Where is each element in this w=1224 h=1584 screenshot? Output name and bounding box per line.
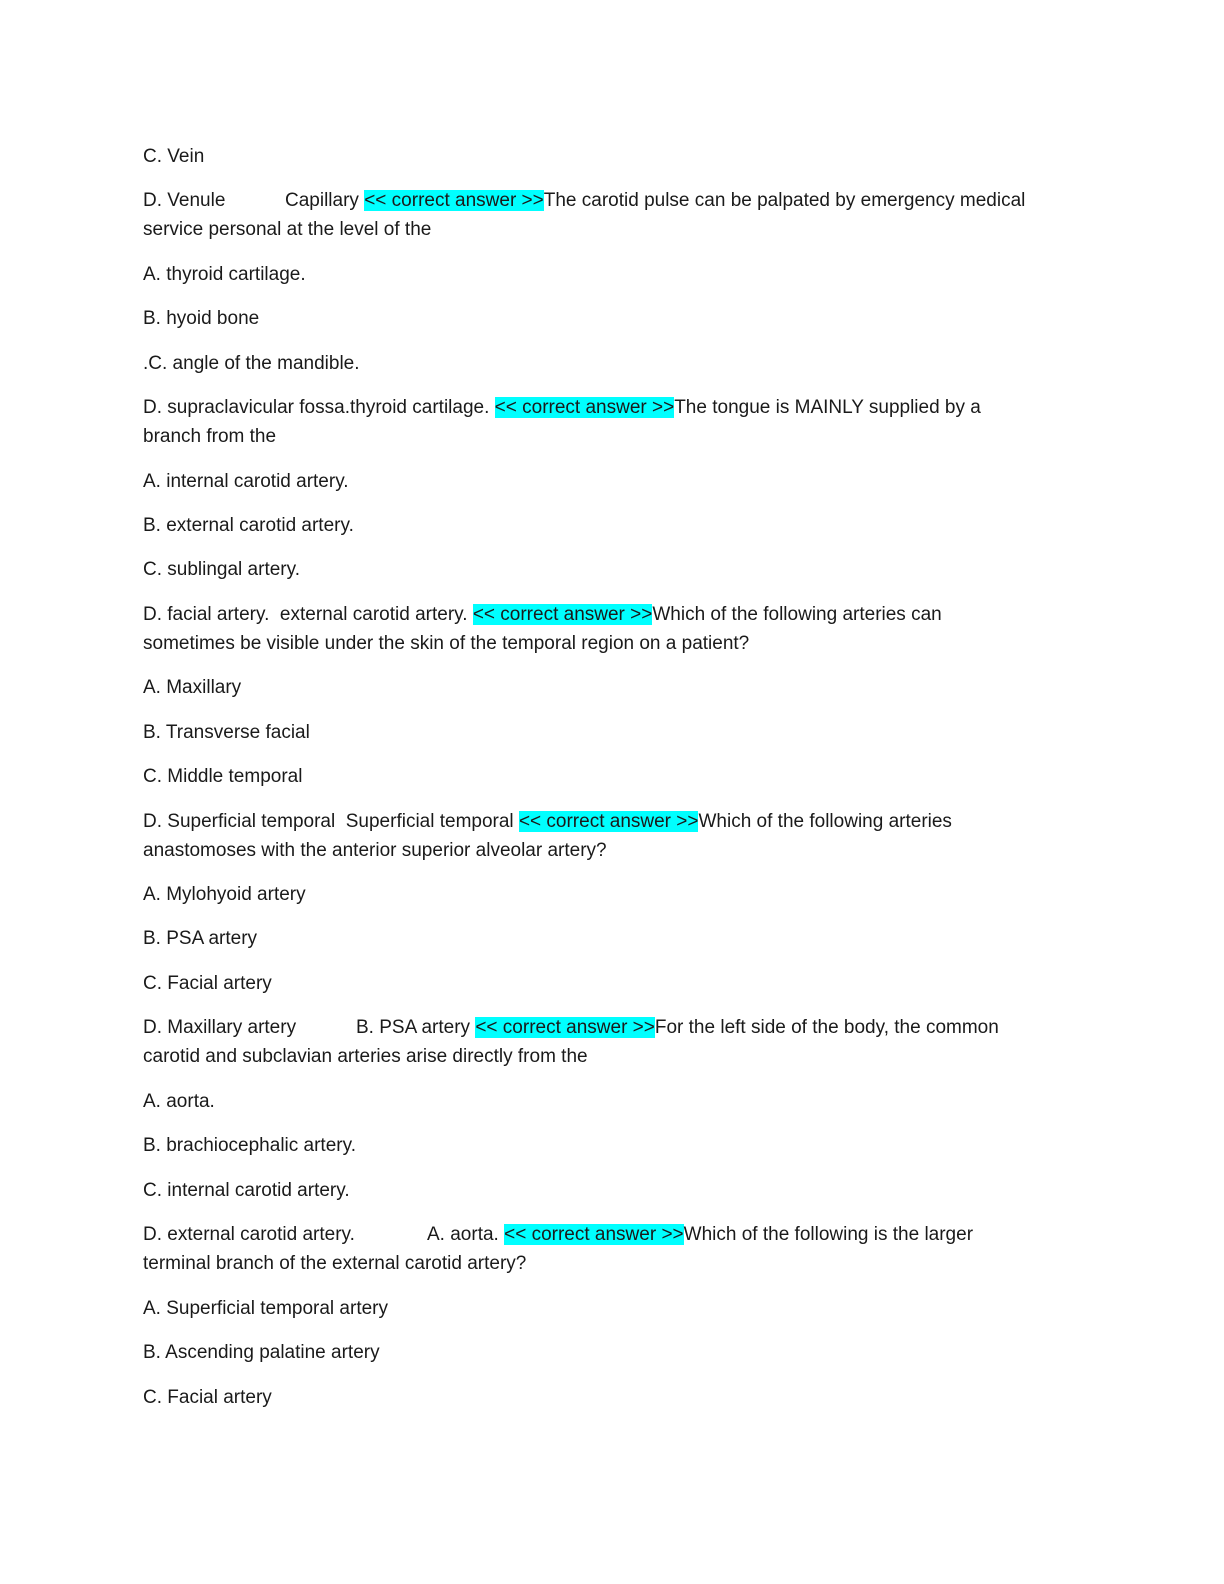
option-line [143, 468, 349, 496]
question-line [143, 216, 431, 244]
question-text: sometimes be visible under the skin of the temporal region on a patient? [143, 633, 750, 654]
question-text: Which of the following arteries [698, 811, 952, 832]
answer-text: A. aorta. [427, 1224, 505, 1245]
option-line [143, 512, 354, 540]
option-line [143, 1177, 350, 1205]
correct-answer-marker: << correct answer >> [494, 397, 675, 418]
question-text: branch from the [143, 426, 277, 447]
answer-line [143, 601, 942, 629]
option-text: A. Mylohyoid artery [143, 884, 306, 905]
option-line [143, 143, 204, 171]
option-text: C. Facial artery [143, 1387, 272, 1408]
question-text: anastomoses with the anterior superior alveolar artery? [143, 840, 607, 861]
option-line [143, 674, 241, 702]
correct-answer-marker: << correct answer >> [472, 604, 653, 625]
option-text: C. sublingal artery. [143, 559, 300, 580]
correct-answer-marker: << correct answer >> [518, 811, 699, 832]
option-text: A. Maxillary [143, 677, 242, 698]
option-line [143, 1339, 380, 1367]
option-text: C. Facial artery [143, 973, 272, 994]
option-text: B. brachiocephalic artery. [143, 1135, 356, 1156]
question-text: Which of the following is the larger [683, 1224, 974, 1245]
question-text: terminal branch of the external carotid artery? [143, 1253, 527, 1274]
option-line [143, 556, 300, 584]
question-line [143, 630, 749, 658]
question-line [143, 1250, 526, 1278]
option-text: B. hyoid bone [143, 308, 260, 329]
correct-answer-marker: << correct answer >> [364, 190, 544, 211]
option-text: C. Middle temporal [143, 766, 303, 787]
option-text: B. Transverse facial [143, 722, 310, 743]
option-line [143, 1295, 388, 1323]
answer-text: Capillary [285, 190, 365, 211]
answer-line [143, 187, 1025, 215]
option-text: .C. angle of the mandible. [143, 353, 360, 374]
option-text: A. aorta. [143, 1091, 215, 1112]
option-line [143, 305, 259, 333]
option-line [143, 1132, 356, 1160]
option-text: B. Ascending palatine artery [143, 1342, 380, 1363]
option-text: D. Maxillary artery [143, 1017, 297, 1038]
question-line [143, 423, 276, 451]
answer-line [143, 394, 981, 422]
option-line [143, 719, 310, 747]
option-text: D. Venule [143, 190, 226, 211]
option-line [143, 1384, 272, 1412]
correct-answer-marker: << correct answer >> [475, 1017, 655, 1038]
option-line [143, 925, 257, 953]
question-line [143, 837, 607, 865]
option-text: B. PSA artery [143, 928, 258, 949]
option-line [143, 881, 306, 909]
option-line [143, 350, 360, 378]
option-text: C. Vein [143, 146, 205, 167]
answer-line [143, 808, 952, 836]
answer-text: D. facial artery. external carotid artery. [143, 604, 473, 625]
option-text: D. external carotid artery. [143, 1224, 355, 1245]
option-text: A. thyroid cartilage. [143, 264, 306, 285]
question-text: The carotid pulse can be palpated by emergency medical [543, 190, 1026, 211]
answer-line [143, 1014, 999, 1042]
answer-text: B. PSA artery [356, 1017, 476, 1038]
option-text: C. internal carotid artery. [143, 1180, 350, 1201]
option-text: B. external carotid artery. [143, 515, 354, 536]
answer-text: D. Superficial temporal Superficial temporal [143, 811, 519, 832]
answer-text: D. supraclavicular fossa.thyroid cartilage. [143, 397, 495, 418]
option-text: A. Superficial temporal artery [143, 1298, 388, 1319]
question-text: service personal at the level of the [143, 219, 432, 240]
answer-line [143, 1221, 973, 1249]
correct-answer-marker: << correct answer >> [504, 1224, 684, 1245]
option-line [143, 1088, 215, 1116]
option-line [143, 763, 302, 791]
question-line [143, 1043, 588, 1071]
question-text: Which of the following arteries can [652, 604, 942, 625]
question-text: For the left side of the body, the common [654, 1017, 999, 1038]
option-line [143, 970, 272, 998]
option-line [143, 261, 306, 289]
question-text: carotid and subclavian arteries arise directly from the [143, 1046, 588, 1067]
option-text: A. internal carotid artery. [143, 471, 349, 492]
question-text: The tongue is MAINLY supplied by a [674, 397, 981, 418]
